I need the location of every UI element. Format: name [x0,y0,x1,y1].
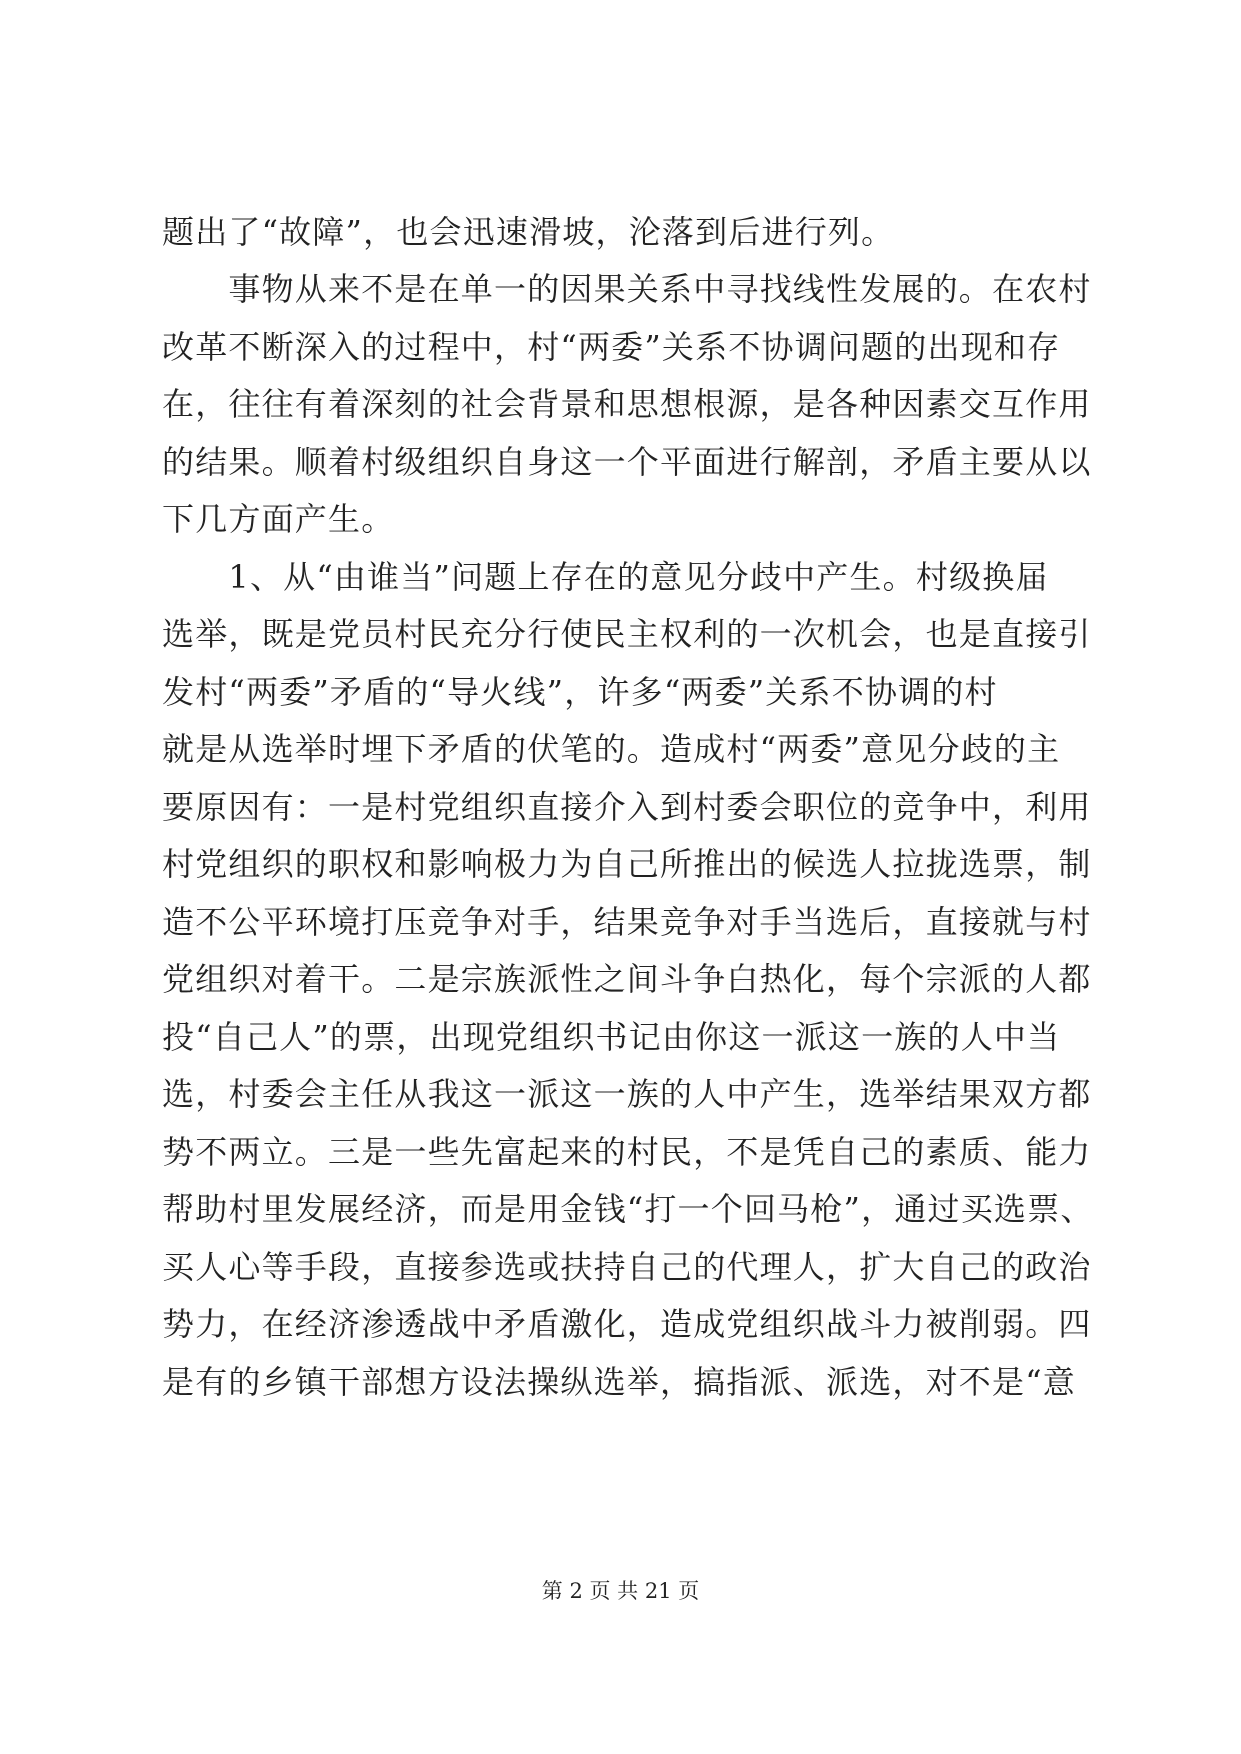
text-line: 势不两立。三是一些先富起来的村民，不是凭自己的素质、能力 [162,1133,1092,1171]
text-line: 买人心等手段，直接参选或扶持自己的代理人，扩大自己的政治 [162,1248,1092,1286]
text-line: 的结果。顺着村级组织自身这一个平面进行解剖，矛盾主要从以 [162,443,1092,481]
page-number-footer: 第 2 页 共 21 页 [541,1579,700,1603]
text-line: 村党组织的职权和影响极力为自己所推出的候选人拉拢选票，制 [162,845,1092,883]
text-line: 下几方面产生。 [162,500,395,538]
text-line: 题出了“故障”，也会迅速滑坡，沦落到后进行列。 [162,213,895,251]
text-line: 事物从来不是在单一的因果关系中寻找线性发展的。在农村 [162,270,1092,308]
text-line: 是有的乡镇干部想方设法操纵选举，搞指派、派选，对不是“意 [162,1363,1076,1401]
text-line: 就是从选举时埋下矛盾的伏笔的。造成村“两委”意见分歧的主 [162,730,1061,768]
text-line: 在，往往有着深刻的社会背景和思想根源，是各种因素交互作用 [162,385,1092,423]
text-line: 投“自己人”的票，出现党组织书记由你这一派这一族的人中当 [162,1018,1061,1056]
text-line: 选举，既是党员村民充分行使民主权利的一次机会，也是直接引 [162,615,1092,653]
text-line: 选，村委会主任从我这一派这一族的人中产生，选举结果双方都 [162,1075,1092,1113]
text-line: 造不公平环境打压竞争对手，结果竞争对手当选后，直接就与村 [162,903,1092,941]
text-line: 改革不断深入的过程中，村“两委”关系不协调问题的出现和存 [162,328,1061,366]
text-line: 势力，在经济渗透战中矛盾激化，造成党组织战斗力被削弱。四 [162,1305,1092,1343]
text-line: 帮助村里发展经济，而是用金钱“打一个回马枪”，通过买选票、 [162,1190,1094,1228]
text-line: 发村“两委”矛盾的“导火线”，许多“两委”关系不协调的村 [162,673,998,711]
text-line: 要原因有：一是村党组织直接介入到村委会职位的竞争中，利用 [162,788,1092,826]
text-line: 1、从“由谁当”问题上存在的意见分歧中产生。村级换届 [162,558,1049,596]
text-line: 党组织对着干。二是宗族派性之间斗争白热化，每个宗派的人都 [162,960,1092,998]
